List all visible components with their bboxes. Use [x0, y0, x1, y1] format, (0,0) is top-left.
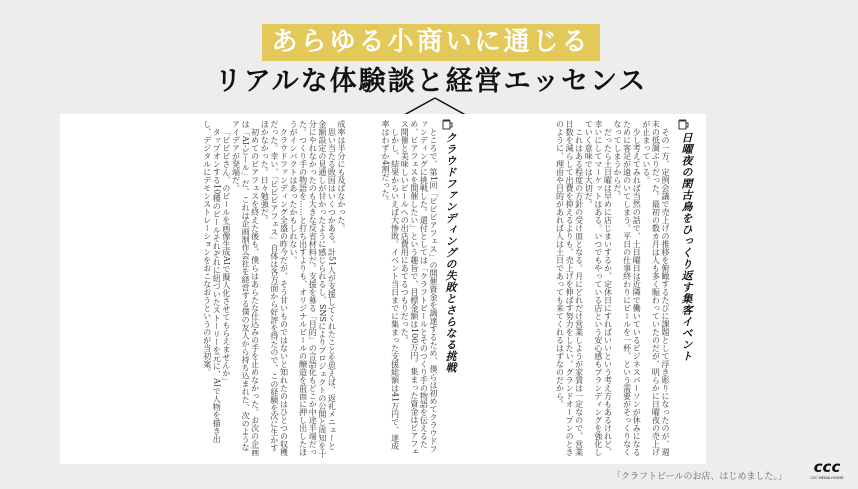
paragraph: これはある程度の方針の受け皿となる。月にどれだけ営業しようが家賃は一定なので、営業日数を減らして出費を抑えるよりも、売上げを伸ばす努力をしたい。グランドオープンのときのように、理由や目的があれば人は土日であっても来てくれるはずなのだから。: [555, 120, 584, 456]
paragraph: 「ビビビさん、のビールを画像生成AIで擬人化させてもらえませんか」: [221, 128, 231, 385]
paragraph: 思い当たる敗因はいくつかある。計51人が支援してくれたことを思えば、返礼メニューと金額設定の見通しが甘かったように感じられるし、SNSによりプロジェクトの公開と周知を十分にやれなかったのも大きな反省材料だ。支援を募る「目的」の言語化もどこか中途半端だった。つくり手の物語を……と打ち出すよりも、オリジナルビールの醸造を前面に押し出したほうがインパクトはあったかもしれない。: [289, 120, 337, 458]
svg-text:CCC MEDIA HOUSE: CCC MEDIA HOUSE: [810, 476, 844, 480]
book-spread: [60, 114, 706, 464]
paragraph: ところで、第1回「ビビビアフェス」の開催資金を調達するため、僕らは初めてクラウドファンディングに挑戦した。還付としては「クラフトビールとそのつくり手の物語を伝えるため、ビアフェスを開催したい」という趣旨で、目標金額は100万円。集まった資金はビアフェス開催と美味しいビールへの出店費用にあてるつもりだった。: [400, 120, 438, 456]
paragraph: 少し考えてみれば当然の話で、土日曜日は近隣で働いているビジネスパーソンが休みになるために客足が遠のいてしまう。平日の仕事終わりにビールを一杯、という需要がそっくりなくなってしまうからだ。: [613, 120, 642, 456]
page-subtitle: リアルな体験談と経営エッセンス: [214, 66, 648, 97]
paragraph: クラウドファンディング全盛の昨今だが、そう甘いものではないと知れたのはひとつの収穫だった。幸い、「ビビビアフェス」自体は各方面から好評を得たので、この経験を次に生かすほかなかった。日々勉強だ。: [260, 120, 289, 456]
section-body: [508, 120, 670, 458]
publisher-logo: [808, 457, 846, 481]
svg-text:ccc: ccc: [813, 458, 841, 476]
beer-mug-icon: [442, 118, 453, 130]
book-caption: 「クラフトビールのお店、はじめました。」: [612, 472, 787, 482]
section-body: [356, 120, 438, 458]
section-heading: 日曜夜の閑古鳥をひっくり返す集客イベント: [680, 132, 693, 362]
banner-title: あらゆる小商いに通じる: [262, 24, 600, 61]
paragraph: その一方、定例会議で売上げの推移を俯瞰するたびに課題として浮き彫りになったのが、週末の低調ぶりだった。最初の数カ月は人も多く賑わっていたのだが、明らかに日曜夜の売上げが止まっている。: [641, 120, 670, 456]
section-body-continued: [74, 120, 346, 458]
paragraph: だったら土日曜は早めに店じまいするか、定休日にすればいいという考え方もあるけれど、幸いにしてマーケットはある。いつでもやっている店という安心感もブランディングを強化していく意味では大切だ。: [584, 120, 613, 456]
paragraph: タップオンする10種のビールそれぞれに紐づいたストーリーを元に、AIで人物を描き出し、デジタルにデモンストレーションをおこなおうというのが当初案。: [202, 120, 222, 444]
beer-mug-icon: [678, 118, 689, 130]
paragraph: 成率は半分にも及ばなかった。: [337, 120, 346, 232]
paragraph: 初めてのビアフェスを終えた後も、僕らはあらたな仕込みの手を止めなかった。お次の企画は「AI-ビール」だ。これは企画制作会社を経営する僕の友人から持ち込まれた、次のようなアイデアが発端だ。: [231, 120, 260, 456]
section-heading: クラウドファンディングの失敗とさらなる挑戦: [444, 132, 457, 374]
paragraph: しかし、結果からいえば大惨敗。イベント当日までに集まった支援総額は41万円で、達成率はわずか4割だった。: [381, 120, 400, 451]
